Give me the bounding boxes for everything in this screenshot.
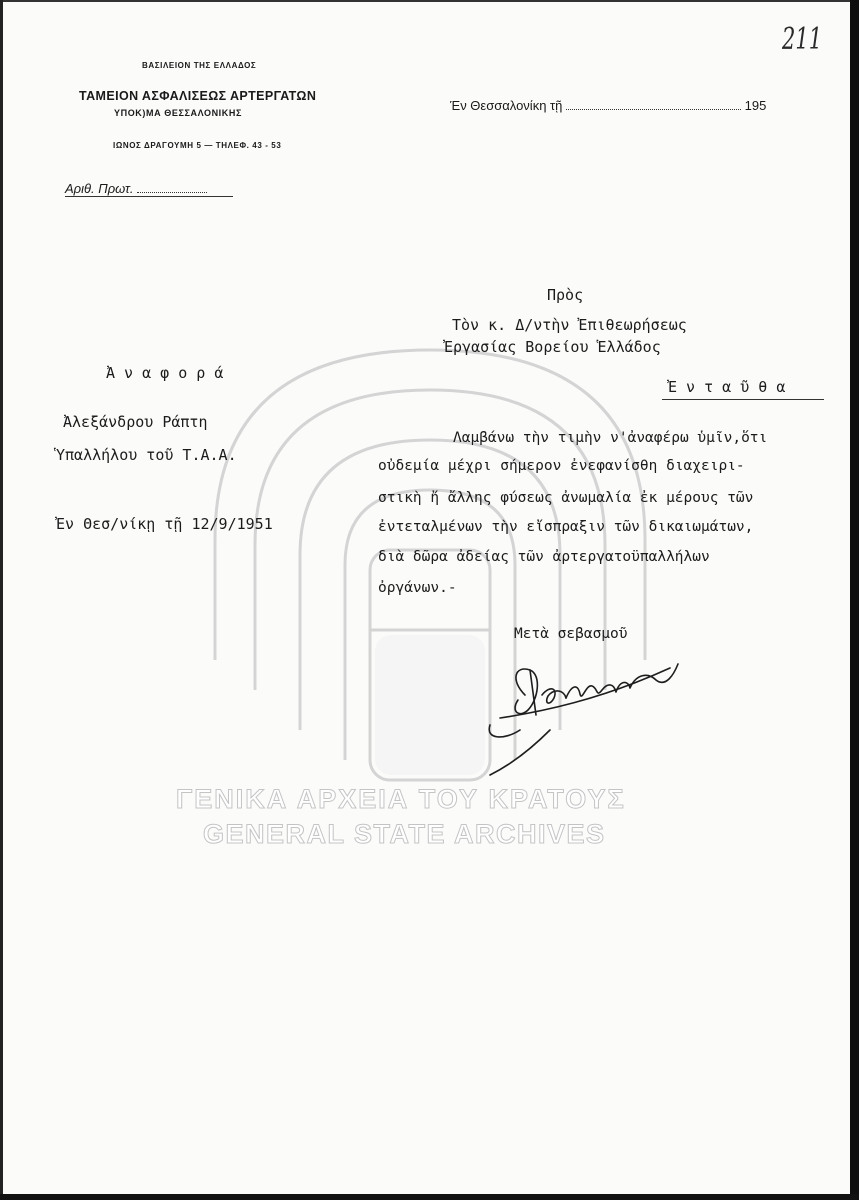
archive-number: 211 [782,22,823,57]
body-line-6: ὀργάνων.- [378,580,457,596]
dateline-prefix: Έν Θεσσαλονίκη τῇ [450,98,563,113]
closing-salutation: Μετὰ σεβασμοῦ [514,626,628,642]
recipient-place-underline [662,399,824,400]
body-line-5: διὰ δῶρα ἀδείας τῶν ἀρτεργατοϋπαλλήλων [378,549,710,565]
body-line-1: Λαμβάνω τὴν τιμὴν ν'ἀναφέρω ὑμῖν,ὅτι [453,430,768,446]
document-heading: Ἀ ν α φ ο ρ ά [106,364,224,382]
author-role: Ὑπαλλήλου τοῦ Τ.Α.Α. [56,446,237,464]
recipient-line-2: Ἐργασίας Βορείου Ἑλλάδος [444,338,661,356]
dateline-blank [566,97,741,110]
author-name: Ἀλεξάνδρου Ράπτη [63,413,208,431]
letterhead-organization: ΤΑΜΕΙΟΝ ΑΣΦΑΛΙΣΕΩΣ ΑΡΤΕΡΓΑΤΩΝ [79,89,317,103]
recipient-to: Πρὸς [547,286,584,304]
dateline [450,97,766,113]
dateline-year: 195 [744,98,767,113]
protocol-underline [65,196,233,197]
recipient-line-1: Τὸν κ. Δ/ντὴν Ἐπιθεωρήσεως [452,316,687,334]
watermark-text-english: GENERAL STATE ARCHIVES [203,819,606,849]
scan-edge-bottom [0,1194,859,1200]
watermark-text-greek: ΓΕΝΙΚΑ ΑΡΧΕΙΑ ΤΟΥ ΚΡΑΤΟΥΣ [176,784,626,814]
scan-edge-right [850,0,859,1200]
protocol-number-label: Αριθ. Πρωτ. [65,181,134,196]
letterhead-branch: ΥΠΟΚ)ΜΑ ΘΕΣΣΑΛΟΝΙΚΗΣ [114,108,242,118]
body-line-2: οὐδεμία μέχρι σήμερον ἐνεφανίσθη διαχειρι- [378,458,745,474]
recipient-place: Ἐ ν τ α ῦ θ α [668,378,786,396]
letterhead-kingdom: ΒΑΣΙΛΕΙΟΝ ΤΗΣ ΕΛΛΑΔΟΣ [142,61,257,70]
scan-edge-left [0,0,3,1200]
protocol-number-field [65,180,207,196]
document-date: Ἐν Θεσ/νίκῃ τῇ 12/9/1951 [56,515,273,533]
protocol-number-blank [137,180,207,193]
handwritten-signature [480,640,690,780]
scan-edge-top [0,0,859,2]
body-line-3: στικὴ ἤ ἄλλης φύσεως ἀνωμαλία ἐκ μέρους τῶν [378,490,754,506]
letterhead-address: ΙΩΝΟΣ ΔΡΑΓΟΥΜΗ 5 — ΤΗΛΕΦ. 43 - 53 [113,141,282,150]
body-line-4: ἐντεταλμένων τὴν εἴσπραξιν τῶν δικαιωμάτων, [378,519,754,535]
